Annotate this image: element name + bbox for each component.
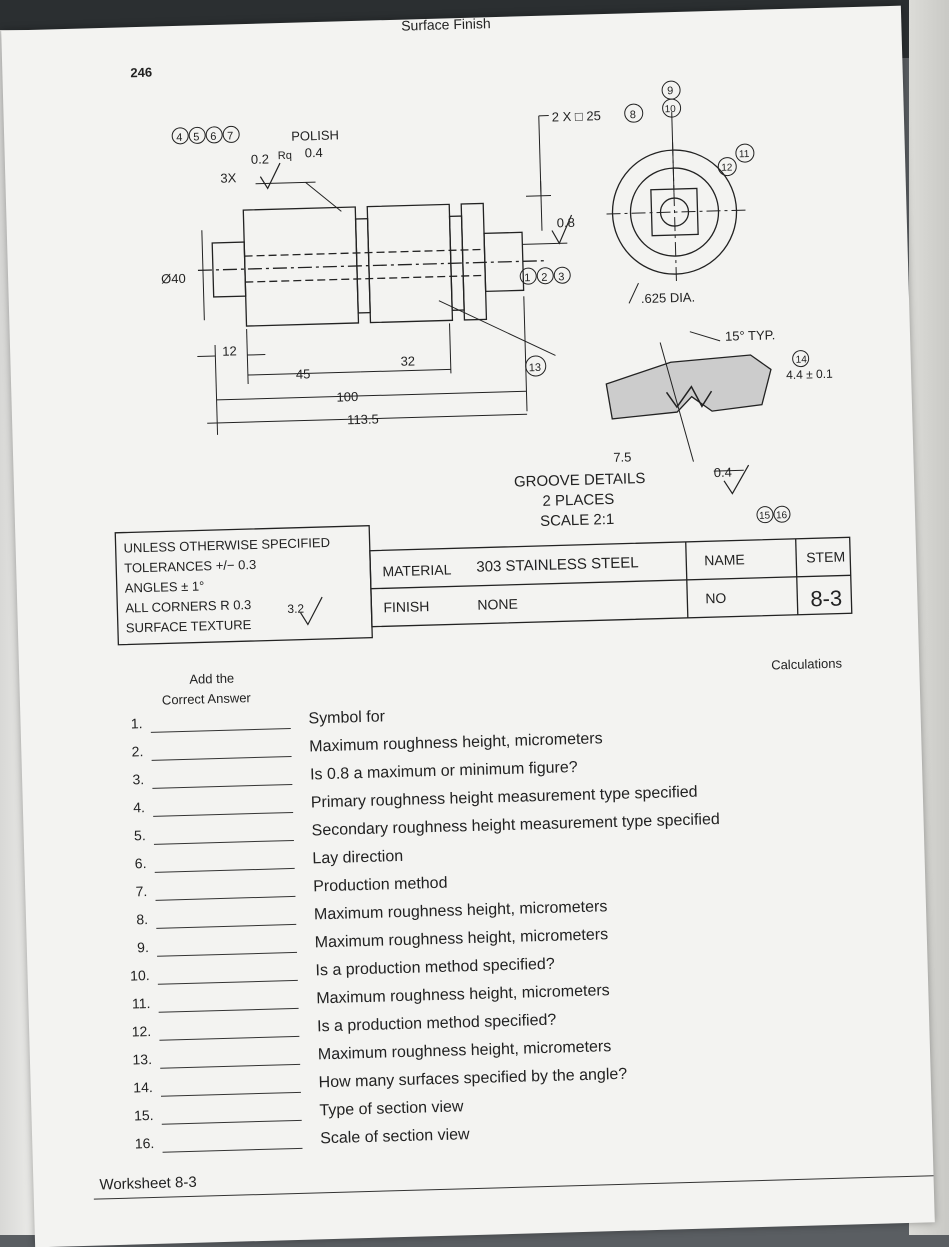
question-number: 2. bbox=[121, 743, 143, 760]
answer-blank[interactable] bbox=[160, 1064, 300, 1069]
polish-val1: 0.2 bbox=[251, 151, 269, 166]
val-0-8: 0.8 bbox=[557, 215, 575, 230]
tb-tolerances: TOLERANCES +/− 0.3 bbox=[124, 557, 256, 576]
dim-4-4: 4.4 ± 0.1 bbox=[786, 367, 833, 382]
question-number: 3. bbox=[122, 771, 144, 788]
balloon-9: 9 bbox=[667, 85, 673, 97]
balloon-10: 10 bbox=[664, 104, 676, 115]
shaft-profile bbox=[196, 202, 549, 328]
question-number: 4. bbox=[123, 799, 145, 816]
worksheet-page bbox=[1, 6, 935, 1247]
page-footer: Worksheet 8-3 bbox=[99, 1174, 197, 1194]
polish-val2: 0.4 bbox=[305, 145, 323, 160]
val-0-4: 0.4 bbox=[714, 465, 732, 480]
spec-2x-25: 2 X □ 25 bbox=[552, 108, 601, 124]
answer-blank[interactable] bbox=[159, 1008, 299, 1013]
tb-finish-label: FINISH bbox=[383, 598, 429, 615]
engineering-drawing bbox=[1, 6, 919, 671]
question-text: Is a production method specified? bbox=[317, 1012, 557, 1037]
dim-dia40: Ø40 bbox=[161, 271, 186, 287]
question-text: How many surfaces specified by the angle? bbox=[318, 1066, 627, 1093]
tb-material-value: 303 STAINLESS STEEL bbox=[476, 554, 639, 576]
question-text: Production method bbox=[313, 875, 448, 897]
dim-625-dia: .625 DIA. bbox=[641, 290, 696, 307]
answer-blank[interactable] bbox=[152, 784, 292, 789]
balloon-4: 4 bbox=[176, 132, 182, 144]
question-text: Maximum roughness height, micrometers bbox=[315, 926, 609, 952]
dim-7-5: 7.5 bbox=[613, 449, 631, 464]
answer-blank[interactable] bbox=[158, 980, 298, 985]
question-number: 15. bbox=[131, 1107, 153, 1124]
question-number: 1. bbox=[120, 715, 142, 732]
question-text: Lay direction bbox=[312, 848, 403, 869]
question-text: Scale of section view bbox=[320, 1126, 470, 1148]
question-number: 8. bbox=[126, 911, 148, 928]
answer-header-2: Correct Answer bbox=[162, 690, 251, 707]
dim-15-typ: 15° TYP. bbox=[725, 327, 776, 343]
question-number: 16. bbox=[132, 1135, 154, 1152]
polish-label: POLISH bbox=[291, 127, 339, 143]
answer-blank[interactable] bbox=[153, 812, 293, 817]
footer-rule bbox=[94, 1175, 934, 1199]
dimension-lines bbox=[191, 115, 573, 435]
balloon-13: 13 bbox=[529, 362, 542, 374]
balloon-6: 6 bbox=[210, 131, 216, 143]
dim-100: 100 bbox=[336, 389, 358, 405]
answer-header-1: Add the bbox=[189, 671, 234, 687]
page-number: 246 bbox=[130, 65, 152, 81]
question-text: Is a production method specified? bbox=[315, 956, 555, 981]
answer-blank[interactable] bbox=[159, 1036, 299, 1041]
balloon-1: 1 bbox=[524, 272, 530, 284]
question-number: 5. bbox=[123, 827, 145, 844]
question-number: 7. bbox=[125, 883, 147, 900]
answer-blank[interactable] bbox=[151, 728, 291, 733]
end-view bbox=[604, 110, 749, 304]
question-text: Primary roughness height measurement type specified bbox=[311, 784, 698, 813]
answer-blank[interactable] bbox=[154, 840, 294, 845]
answer-blank[interactable] bbox=[152, 756, 292, 761]
question-number: 14. bbox=[131, 1079, 153, 1096]
three-x: 3X bbox=[220, 170, 237, 185]
tb-unless: UNLESS OTHERWISE SPECIFIED bbox=[123, 535, 330, 556]
balloon-14: 14 bbox=[796, 354, 808, 365]
tb-finish-value: NONE bbox=[477, 596, 518, 613]
question-number: 6. bbox=[124, 855, 146, 872]
question-text: Maximum roughness height, micrometers bbox=[314, 898, 608, 924]
question-text: Maximum roughness height, micrometers bbox=[316, 982, 610, 1008]
answer-blank[interactable] bbox=[156, 924, 296, 929]
answer-blank[interactable] bbox=[157, 952, 297, 957]
balloon-15: 15 bbox=[759, 511, 771, 522]
question-text: Secondary roughness height measurement type specified bbox=[311, 811, 720, 840]
tb-no-value: 8-3 bbox=[810, 586, 842, 612]
tb-texture: SURFACE TEXTURE bbox=[126, 617, 252, 636]
tb-name-value: STEM bbox=[806, 548, 845, 565]
page-header: Surface Finish bbox=[401, 15, 491, 33]
tb-angles: ANGLES ± 1° bbox=[125, 578, 205, 595]
question-text: Maximum roughness height, micrometers bbox=[318, 1038, 612, 1064]
balloon-12: 12 bbox=[721, 162, 733, 173]
tb-name-label: NAME bbox=[704, 551, 745, 568]
question-text: Symbol for bbox=[308, 708, 385, 728]
question-number: 12. bbox=[129, 1023, 151, 1040]
balloon-5: 5 bbox=[193, 131, 199, 143]
tb-texture-val: 3.2 bbox=[287, 602, 304, 616]
balloon-8: 8 bbox=[630, 109, 636, 121]
answer-blank[interactable] bbox=[156, 896, 296, 901]
question-number: 11. bbox=[128, 995, 150, 1012]
tb-no-label: NO bbox=[705, 590, 727, 607]
question-text: Type of section view bbox=[319, 1098, 464, 1120]
groove-title: GROOVE DETAILS bbox=[514, 470, 646, 491]
balloon-11: 11 bbox=[739, 149, 750, 160]
answer-blank[interactable] bbox=[161, 1092, 301, 1097]
balloon-16: 16 bbox=[776, 510, 788, 521]
answer-blank[interactable] bbox=[162, 1120, 302, 1125]
calculations-header: Calculations bbox=[771, 656, 842, 673]
question-number: 9. bbox=[127, 939, 149, 956]
polish-ra: Rq bbox=[278, 150, 292, 162]
dim-45: 45 bbox=[296, 366, 311, 381]
tb-material-label: MATERIAL bbox=[382, 561, 452, 579]
tb-corners: ALL CORNERS R 0.3 bbox=[125, 597, 251, 616]
answer-blank[interactable] bbox=[155, 868, 295, 873]
dim-32: 32 bbox=[400, 353, 415, 368]
question-text: Is 0.8 a maximum or minimum figure? bbox=[310, 759, 578, 784]
dim-12: 12 bbox=[222, 343, 237, 358]
question-number: 10. bbox=[127, 967, 149, 984]
answer-blank[interactable] bbox=[163, 1148, 303, 1153]
groove-places: 2 PLACES bbox=[542, 491, 614, 510]
question-number: 13. bbox=[130, 1051, 152, 1068]
dim-113-5: 113.5 bbox=[347, 411, 379, 427]
balloon-7: 7 bbox=[227, 130, 233, 142]
groove-scale: SCALE 2:1 bbox=[540, 511, 615, 530]
balloon-2: 2 bbox=[541, 272, 547, 284]
question-text: Maximum roughness height, micrometers bbox=[309, 730, 603, 756]
balloon-3: 3 bbox=[558, 271, 564, 283]
